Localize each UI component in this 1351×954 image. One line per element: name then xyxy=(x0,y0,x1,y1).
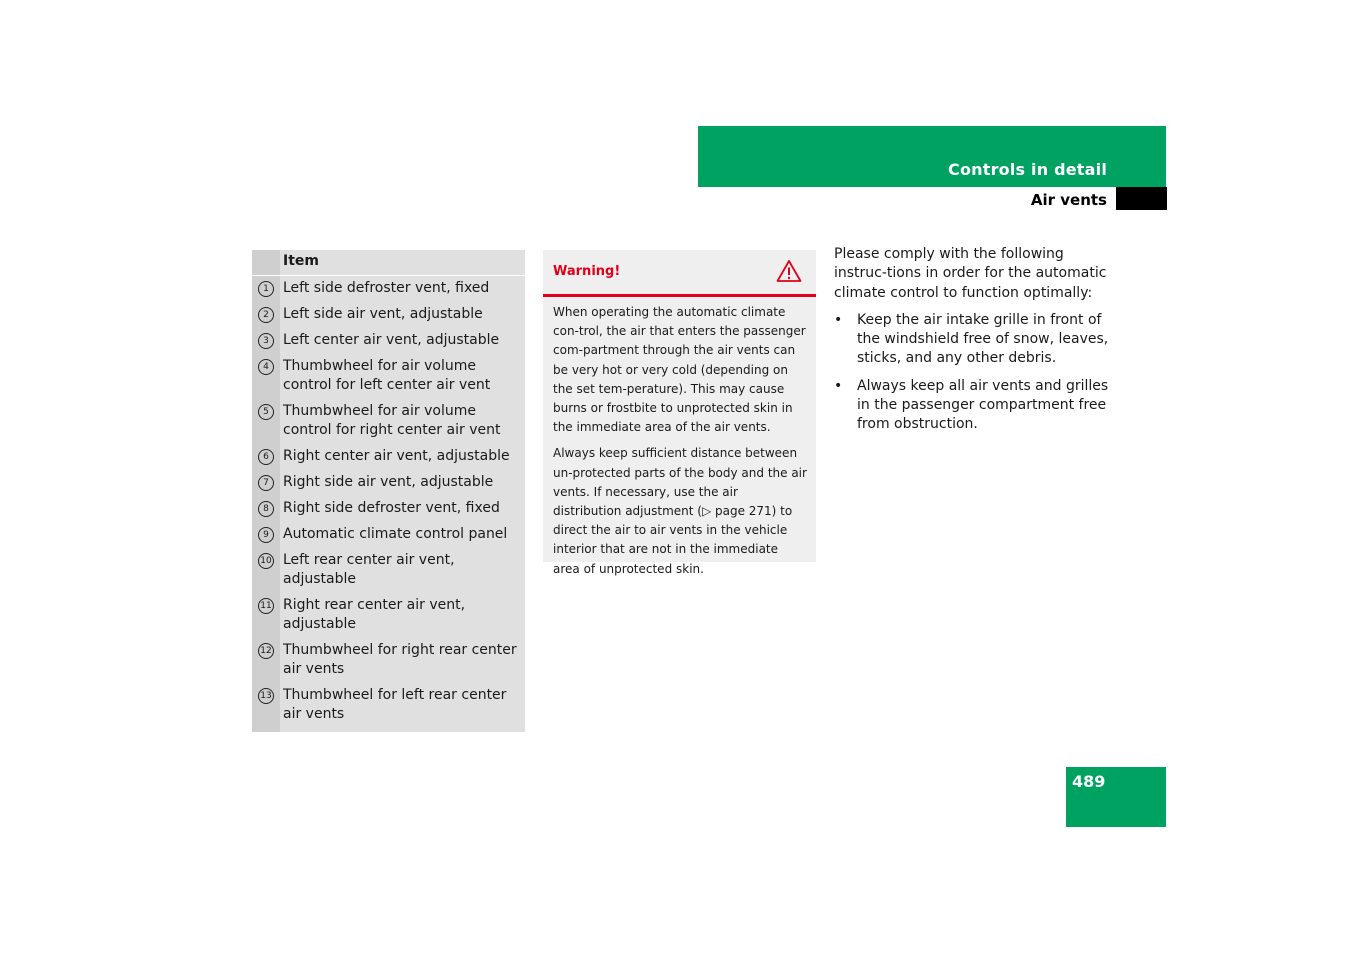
table-row xyxy=(252,684,525,729)
item-number-badge: 2 xyxy=(258,307,274,323)
item-description: Right rear center air vent, adjustable xyxy=(283,597,466,632)
warning-header xyxy=(543,250,816,297)
list-item xyxy=(834,377,1114,435)
item-description: Right center air vent, adjustable xyxy=(283,448,510,464)
item-description: Right side defroster vent, fixed xyxy=(283,500,500,516)
table-row xyxy=(252,277,525,303)
table-row xyxy=(252,445,525,471)
item-number-badge: 8 xyxy=(258,501,274,517)
table-row xyxy=(252,303,525,329)
item-number-badge: 11 xyxy=(258,598,274,614)
section-title: Controls in detail xyxy=(948,160,1107,179)
item-description: Thumbwheel for air volume control for left center air vent xyxy=(283,358,491,393)
table-row xyxy=(252,471,525,497)
item-description: Left center air vent, adjustable xyxy=(283,332,500,348)
subsection-title: Air vents xyxy=(1030,191,1107,209)
table-row xyxy=(252,400,525,445)
item-number-badge: 5 xyxy=(258,404,274,420)
list-item xyxy=(834,311,1114,369)
table-row xyxy=(252,549,525,594)
table-row xyxy=(252,329,525,355)
bullet-icon: • xyxy=(834,377,843,394)
item-description: Thumbwheel for left rear center air vents xyxy=(283,687,507,722)
instructions-column xyxy=(834,245,1114,443)
item-description: Left side defroster vent, fixed xyxy=(283,280,490,296)
table-row xyxy=(252,594,525,639)
warning-box xyxy=(543,250,816,576)
table-row xyxy=(252,355,525,400)
items-table xyxy=(252,250,525,732)
item-number-badge: 13 xyxy=(258,688,274,704)
warning-body xyxy=(543,297,816,579)
table-row xyxy=(252,639,525,684)
item-description: Right side air vent, adjustable xyxy=(283,474,494,490)
item-number-badge: 4 xyxy=(258,359,274,375)
item-description: Left rear center air vent, adjustable xyxy=(283,552,455,587)
item-number-badge: 1 xyxy=(258,281,274,297)
instructions-list xyxy=(834,311,1114,435)
item-number-badge: 7 xyxy=(258,475,274,491)
item-description: Left side air vent, adjustable xyxy=(283,306,483,322)
table-header-row xyxy=(252,250,525,276)
instructions-intro: Please comply with the following instruc-tions in order for the automatic climate control to function optimally: xyxy=(834,246,1107,301)
item-number-badge: 10 xyxy=(258,553,274,569)
item-description: Thumbwheel for air volume control for right center air vent xyxy=(283,403,501,438)
table-row xyxy=(252,523,525,549)
item-number-badge: 3 xyxy=(258,333,274,349)
item-number-badge: 12 xyxy=(258,643,274,659)
bullet-icon: • xyxy=(834,311,843,328)
section-tab-marker xyxy=(1116,187,1167,210)
warning-paragraph: When operating the automatic climate con-trol, the air that enters the passenger com-partment through the air vents can be very hot or very cold (depending on the set tem-perature). This may cause burns or frostbite to unprotected skin in the immediate area of the air vents. xyxy=(553,305,806,435)
warning-triangle-icon xyxy=(776,259,802,283)
table-row xyxy=(252,497,525,523)
table-header-item: Item xyxy=(283,253,319,269)
page-number: 489 xyxy=(1072,772,1106,791)
warning-paragraph: Always keep sufficient distance between un-protected parts of the body and the air vents. If necessary, use the air distribution adjustment (▷ page 271) to direct the air to air vents in the vehicle interior that are not in the immediate area of unprotected skin. xyxy=(553,446,807,576)
item-number-badge: 6 xyxy=(258,449,274,465)
list-item-text: Keep the air intake grille in front of the windshield free of snow, leaves, sticks, and any other debris. xyxy=(857,311,1109,367)
warning-title: Warning! xyxy=(553,264,621,279)
item-description: Automatic climate control panel xyxy=(283,526,508,542)
item-description: Thumbwheel for right rear center air vents xyxy=(283,642,517,677)
item-number-badge: 9 xyxy=(258,527,274,543)
list-item-text: Always keep all air vents and grilles in the passenger compartment free from obstruction. xyxy=(857,377,1109,433)
